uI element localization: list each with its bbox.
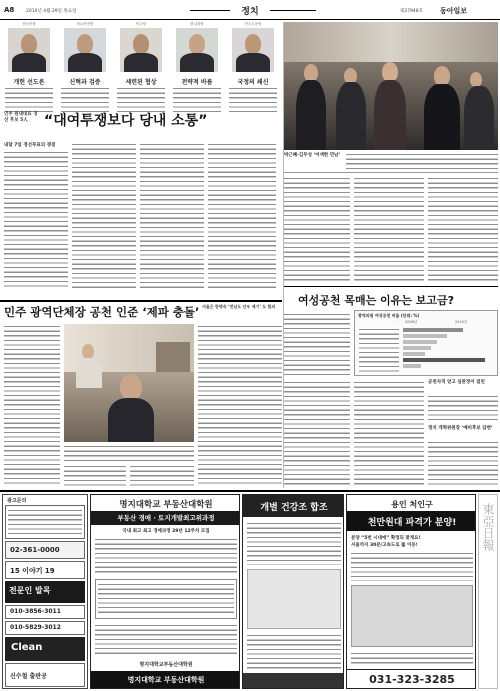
photo-caption	[284, 152, 498, 172]
candidate-photo	[176, 28, 218, 72]
candidate-label: 진보신당	[22, 22, 36, 26]
candidate-photo	[64, 28, 106, 72]
ad-phone-4[interactable]: 010-5829-3012	[10, 624, 61, 631]
ad-sub-2: Clean	[11, 642, 43, 653]
ad-university[interactable]	[90, 494, 240, 689]
candidate-label: 한나라당	[190, 22, 204, 26]
article-tag: 민주 원내대표 경선 후보 5人	[4, 112, 38, 123]
candidate-photo	[8, 28, 50, 72]
article-3-subhead: 서울은 한명숙 ‘전남도 안우 제기’ 도 합의	[202, 304, 276, 309]
classified-ads-left	[2, 494, 88, 689]
candidate-photo	[120, 28, 162, 72]
news-photo-2	[64, 324, 194, 442]
page-header	[0, 0, 500, 20]
article-2-headline[interactable]: 여성공천 목매는 이유는 보고금?	[298, 294, 455, 307]
ad-sub-3: 신수철 출판공	[10, 673, 47, 680]
issue-date: 2010년 4월 29일 목요일	[26, 9, 77, 14]
ad-university-line2: 국내 최고 최고 경매과정 29년 12주차 모집	[122, 529, 210, 534]
article-3-headline[interactable]: 민주 광역단체장 공천 인준 ‘제파 충돌’	[4, 305, 200, 319]
article-1-continued	[284, 176, 350, 284]
news-photo-1	[284, 22, 498, 150]
ad-university-title: 명지대학교 부동산대학원	[119, 500, 213, 510]
candidate-photo	[232, 28, 274, 72]
ad-health-title: 개별 건강조 합조	[260, 503, 328, 513]
candidate-label: 민주노동당	[244, 22, 262, 26]
sidebar-story-a[interactable]: 공천자격 얻고 심판정이 걸린	[428, 380, 485, 385]
ad-sub-1: 전문인 발목	[9, 586, 51, 595]
article-1	[0, 108, 282, 298]
article-body	[4, 150, 68, 290]
ad-phone-1[interactable]: 02-361-0000	[10, 546, 60, 554]
ad-university-line1: 부동산 경매 · 토지개발최고위과정	[117, 514, 215, 522]
sidebar-stories	[428, 380, 498, 486]
candidate-name: 전략적 바름	[181, 79, 213, 86]
article-2-body	[284, 312, 350, 378]
ad-estate-phone[interactable]: 031-323-3285	[369, 673, 455, 686]
ad-real-estate[interactable]	[346, 494, 476, 689]
article-headline[interactable]: “대여투쟁보다 당내 소통”	[44, 113, 208, 129]
candidate-label: 민주당	[135, 22, 147, 26]
ad-university-line3: 명지대학교부동산대학원	[139, 662, 193, 668]
ad-phone-3[interactable]: 010-3856-3011	[10, 608, 61, 615]
chart-col-b: 2010년	[455, 320, 468, 324]
vertical-brand-strip	[478, 494, 498, 689]
article-3-body	[4, 324, 60, 486]
newspaper-logo: 동아일보	[440, 7, 468, 15]
candidate-name: 신혁과 검증	[69, 79, 101, 86]
page-number: A8	[4, 6, 15, 14]
chart-box	[354, 310, 498, 376]
ad-university-footer: 명지대학교 부동산대학원	[127, 676, 205, 684]
section-title: 정치	[230, 4, 270, 17]
edition-number: 제27948호	[400, 9, 424, 14]
vertical-brand-text: 東亞日報	[481, 503, 495, 551]
ad-estate-bullet-2: 서울까지 30분/고속도로 뚫 이동!	[351, 543, 418, 548]
ad-phone-2[interactable]: 15 이야기 19	[10, 567, 55, 575]
ads-title: 광고문의	[7, 498, 27, 504]
ad-estate-headline-1: 용인 처인구	[391, 500, 433, 509]
candidate-label: 자유선진당	[76, 22, 94, 26]
article-subhead: 내달 7일 경선투표의 쟁점	[4, 143, 56, 148]
ad-estate-headline-2: 천만원대 파격가 분양!	[367, 518, 457, 528]
ad-health[interactable]	[242, 494, 344, 689]
candidate-name: 국정의 쇄신	[237, 79, 269, 86]
chart-title: 광역의원 여성공천 비율 (단위: %)	[358, 313, 420, 318]
photo-2-caption	[64, 444, 194, 462]
chart-col-a: 2006년	[405, 320, 418, 324]
candidate-name: 개헌 선도론	[13, 79, 45, 86]
sidebar-story-b[interactable]: 정치 개혁위원장 ‘예비후보 답변’	[428, 426, 493, 431]
candidate-name: 세련된 협상	[125, 79, 157, 86]
caption-lead: 박근혜-김무성 ‘어색한 만남’	[284, 153, 341, 158]
ad-estate-bullet-1: 분양 “5번 시대에” 확정되 찾게요!	[351, 536, 421, 541]
